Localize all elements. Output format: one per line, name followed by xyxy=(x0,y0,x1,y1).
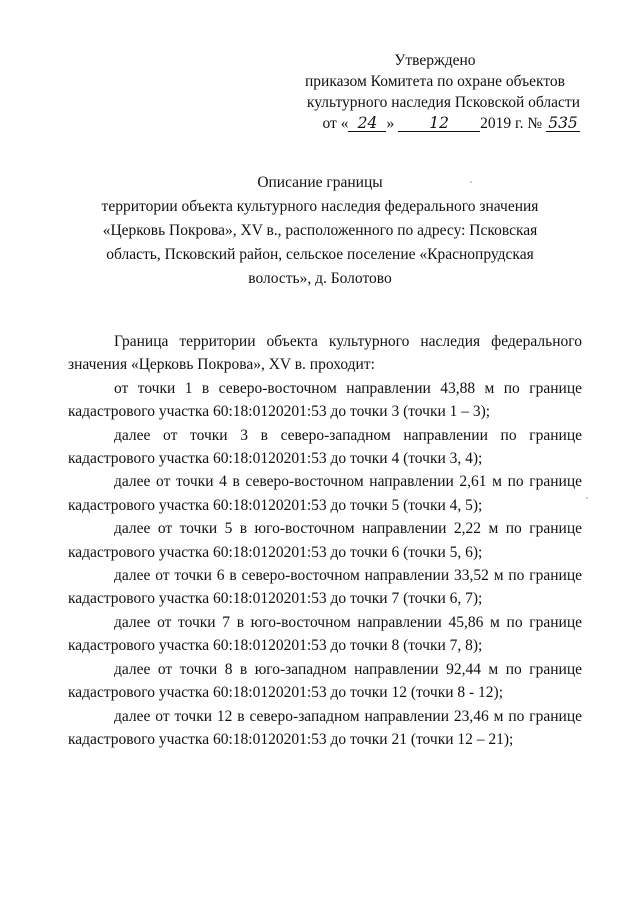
scan-speck xyxy=(586,497,588,499)
scan-speck xyxy=(470,181,472,183)
title-line-2: территории объекта культурного наследия федерального значения xyxy=(101,198,539,215)
paragraph-segment: далее от точки 6 в северо-восточном направлении 33,52 м по границе кадастрового участка 60:18:0120201:53 до точки 7 (точки 6, 7); xyxy=(68,567,582,608)
title-line-3: «Церковь Покрова», XV в., расположенного по адресу: Псковская xyxy=(102,222,538,239)
document-body xyxy=(68,330,582,751)
approval-order-line: приказом Комитета по охране объектов xyxy=(304,73,565,90)
paragraph-segment: далее от точки 8 в юго-западном направлении 92,44 м по границе кадастрового участка 60:18:0120201:53 до точки 12 (точки 8 - 12); xyxy=(68,660,582,702)
title-line-5: волость», д. Болотово xyxy=(248,270,392,287)
paragraph-segment: далее от точки 3 в северо-западном направлении по границе кадастрового участка 60:18:0120201:53 до точки 4 (точки 3, 4); xyxy=(68,426,582,468)
date-prefix: от « xyxy=(322,115,349,132)
approval-heading: Утверждено xyxy=(394,52,476,69)
handwritten-order-number: 535 xyxy=(546,115,580,132)
document-title xyxy=(60,171,580,291)
paragraph-segment: далее от точки 7 в юго-восточном направлении 45,86 м по границе кадастрового участка 60:18:0120201:53 до точки 8 (точки 7, 8); xyxy=(68,613,582,655)
approval-committee-line: культурного наследия Псковской области xyxy=(306,94,580,111)
paragraph-segment: далее от точки 5 в юго-восточном направлении 2,22 м по границе кадастрового участка 60:18:0120201:53 до точки 6 (точки 5, 6); xyxy=(68,520,582,561)
paragraph-intro: Граница территории объекта культурного наследия федерального значения «Церковь Покрова», XV в. проходит: xyxy=(68,333,582,374)
paragraph-segment: далее от точки 12 в северо-западном направлении 23,46 м по границе кадастрового участка 60:18:0120201:53 до точки 21 (точки 12 – 21); xyxy=(68,707,582,748)
date-mid: » xyxy=(386,115,395,132)
date-suffix: 2019 г. № xyxy=(480,115,543,132)
title-line-4: область, Псковский район, сельское поселение «Краснопрудская xyxy=(106,246,534,263)
approval-date-line xyxy=(280,113,590,134)
paragraph-segment: далее от точки 4 в северо-восточном направлении 2,61 м по границе кадастрового участка 60:18:0120201:53 до точки 5 (точки 4, 5); xyxy=(68,473,582,514)
approval-block xyxy=(280,50,590,134)
paragraph-segment: от точки 1 в северо-восточном направлении 43,88 м по границе кадастрового участка 60:18:0120201:53 до точки 3 (точки 1 – 3); xyxy=(68,379,582,421)
title-line-1: Описание границы xyxy=(257,174,383,191)
handwritten-day: 24 xyxy=(348,115,386,132)
handwritten-month: 12 xyxy=(398,115,480,132)
